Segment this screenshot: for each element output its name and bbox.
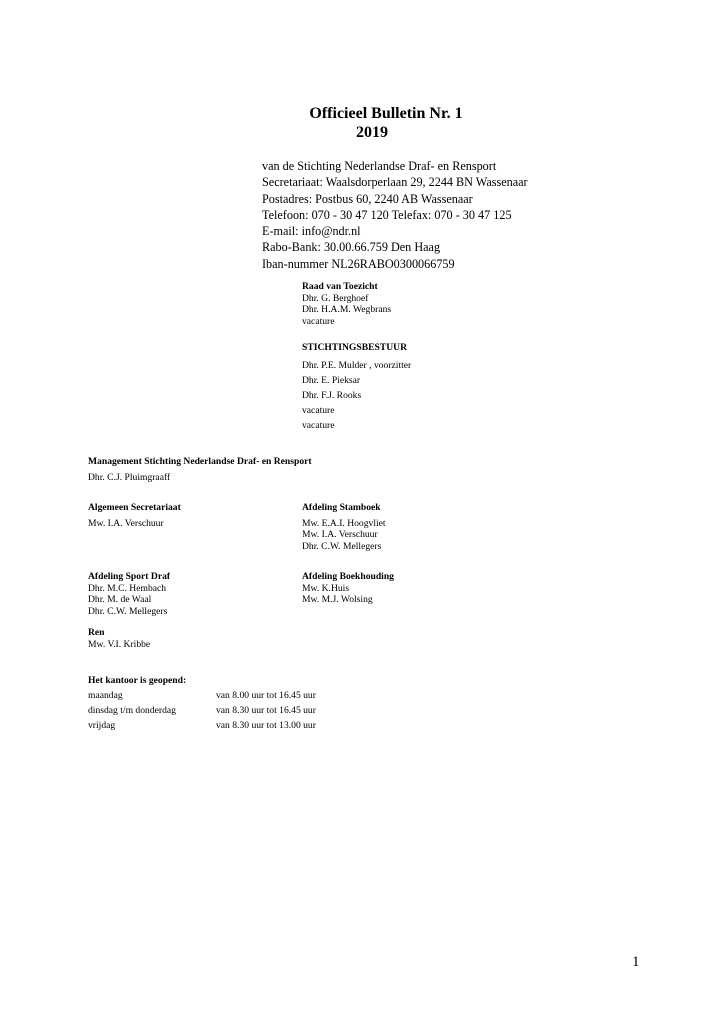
member: Dhr. G. Berghoef bbox=[302, 292, 369, 304]
ren-section bbox=[88, 627, 150, 650]
org-line: Rabo-Bank: 30.00.66.759 Den Haag bbox=[262, 240, 441, 255]
org-line: Telefoon: 070 - 30 47 120 Telefax: 070 - 30 47 125 bbox=[262, 207, 512, 222]
member: vacature bbox=[302, 315, 335, 327]
member: Mw. E.A.I. Hoogvliet bbox=[302, 517, 386, 529]
organization-info bbox=[262, 158, 528, 272]
member: Mw. I.A. Verschuur bbox=[88, 517, 164, 529]
member: Dhr. F.J. Rooks bbox=[302, 390, 362, 401]
section-heading: Ren bbox=[88, 627, 105, 638]
section-heading: Management Stichting Nederlandse Draf- en Rensport bbox=[88, 456, 312, 467]
member: Mw. K.Huis bbox=[302, 582, 350, 594]
member: Mw. V.I. Kribbe bbox=[88, 638, 151, 650]
document-title: Officieel Bulletin Nr. 1 bbox=[309, 105, 463, 122]
org-line: Postadres: Postbus 60, 2240 AB Wassenaar bbox=[262, 191, 473, 206]
org-line: van de Stichting Nederlandse Draf- en Rensport bbox=[262, 159, 497, 173]
member: Dhr. M.C. Hembach bbox=[88, 582, 167, 594]
hours-day: dinsdag t/m donderdag bbox=[88, 705, 176, 716]
page-number: 1 bbox=[632, 954, 640, 970]
hours-time: van 8.30 uur tot 16.45 uur bbox=[216, 705, 316, 716]
office-hours-heading bbox=[88, 675, 186, 687]
management-section bbox=[88, 456, 312, 483]
afdeling-boekhouding-section bbox=[302, 571, 394, 606]
afdeling-stamboek-section bbox=[302, 502, 386, 552]
section-heading: Afdeling Boekhouding bbox=[302, 571, 394, 582]
member: Dhr. H.A.M. Wegbrans bbox=[302, 304, 392, 315]
hours-time: van 8.00 uur tot 16.45 uur bbox=[216, 690, 316, 701]
document-year: 2019 bbox=[356, 124, 388, 141]
org-line: Iban-nummer NL26RABO0300066759 bbox=[262, 256, 455, 271]
stichtingsbestuur-section bbox=[302, 340, 411, 433]
member: vacature bbox=[302, 420, 335, 431]
raad-van-toezicht-section bbox=[302, 281, 391, 327]
hours-day: maandag bbox=[88, 690, 123, 701]
member: Dhr. E. Pieksar bbox=[302, 375, 361, 386]
section-heading: Algemeen Secretariaat bbox=[88, 502, 181, 513]
hours-time: van 8.30 uur tot 13.00 uur bbox=[216, 720, 316, 731]
section-heading: Het kantoor is geopend: bbox=[88, 675, 187, 686]
member: Dhr. M. de Waal bbox=[88, 594, 152, 605]
member: Dhr. P.E. Mulder , voorzitter bbox=[302, 360, 412, 371]
member: Mw. M.J. Wolsing bbox=[302, 594, 373, 605]
org-line: Secretariaat: Waalsdorperlaan 29, 2244 BN Wassenaar bbox=[262, 175, 528, 190]
member: Dhr. C.J. Pluimgraaff bbox=[88, 471, 171, 483]
member: Dhr. C.W. Mellegers bbox=[88, 605, 168, 617]
section-heading: Afdeling Sport Draf bbox=[88, 571, 171, 582]
member: Mw. I.A. Verschuur bbox=[302, 529, 378, 540]
hours-day: vrijdag bbox=[88, 720, 116, 731]
section-heading: Raad van Toezicht bbox=[302, 281, 378, 292]
member: Dhr. C.W. Mellegers bbox=[302, 540, 382, 552]
section-heading: STICHTINGSBESTUUR bbox=[302, 342, 408, 353]
section-heading: Afdeling Stamboek bbox=[302, 502, 381, 513]
algemeen-secretariaat-section bbox=[88, 502, 181, 529]
afdeling-sport-draf-section bbox=[88, 571, 170, 617]
org-line: E-mail: info@ndr.nl bbox=[262, 224, 361, 239]
member: vacature bbox=[302, 405, 335, 416]
